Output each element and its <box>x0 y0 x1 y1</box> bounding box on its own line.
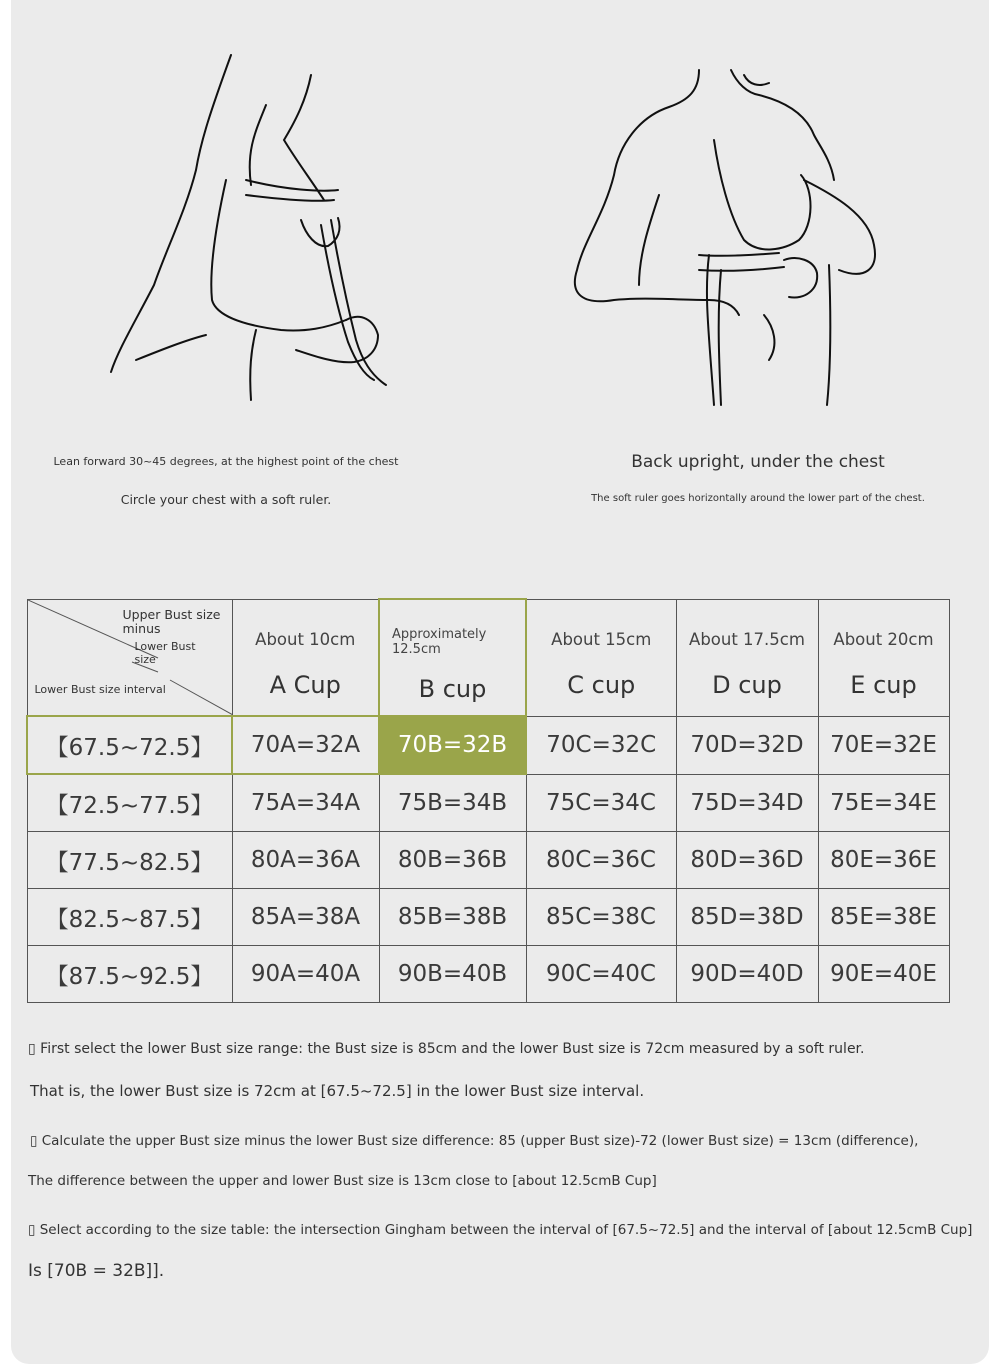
size-cell: 70E=32E <box>818 716 949 774</box>
size-cell: 75D=34D <box>676 774 818 832</box>
column-diff-e: About 20cm <box>833 630 934 649</box>
instruction-step2: ▯ Calculate the upper Bust size minus the lower Bust size difference: 85 (upper Bust size)-72 (lower Bust size) = 13cm (difference), <box>30 1133 919 1149</box>
size-cell: 70D=32D <box>676 716 818 774</box>
size-cell-highlighted: 70B=32B <box>379 716 526 774</box>
lower-bust-measure-illustration <box>569 65 879 410</box>
left-caption-line2: Circle your chest with a soft ruler. <box>120 492 332 507</box>
left-caption-line1: Lean forward 30~45 degrees, at the highest point of the chest <box>53 455 399 468</box>
size-cell: 75B=34B <box>379 774 526 832</box>
size-cell: 75E=34E <box>818 774 949 832</box>
table-corner-cell <box>27 599 232 716</box>
column-diff-b: Approximately 12.5cm <box>392 626 487 657</box>
row-interval: 【77.5~82.5】 <box>27 832 232 889</box>
table-row <box>27 946 949 1003</box>
corner-interval-label: Lower Bust size interval <box>34 682 166 696</box>
column-diff-a: About 10cm <box>255 629 356 649</box>
instruction-step3-result: Is [70B = 32B]]. <box>28 1261 165 1281</box>
column-cup-a: A Cup <box>269 670 341 699</box>
table-row <box>27 716 949 774</box>
size-table <box>26 598 948 996</box>
size-cell: 85A=38A <box>232 889 379 946</box>
size-cell: 80B=36B <box>379 832 526 889</box>
size-cell: 90B=40B <box>379 946 526 1003</box>
instruction-step1: ▯ First select the lower Bust size range: the Bust size is 85cm and the lower Bust size is 72cm measured by a soft ruler. <box>28 1041 865 1057</box>
row-interval: 【72.5~77.5】 <box>27 774 232 832</box>
right-caption-line2: The soft ruler goes horizontally around the lower part of the chest. <box>591 493 925 504</box>
size-cell: 90C=40C <box>526 946 676 1003</box>
column-diff-c: About 15cm <box>551 630 652 649</box>
table-row <box>27 889 949 946</box>
table-row <box>27 832 949 889</box>
row-interval: 【82.5~87.5】 <box>27 889 232 946</box>
column-diff-d: About 17.5cm <box>689 630 805 649</box>
size-cell: 85D=38D <box>676 889 818 946</box>
size-cell: 85B=38B <box>379 889 526 946</box>
size-cell: 85E=38E <box>818 889 949 946</box>
instruction-step2-detail: The difference between the upper and lower Bust size is 13cm close to [about 12.5cmB Cup] <box>28 1173 657 1189</box>
corner-upper-label: Upper Bust size minus <box>122 606 221 636</box>
upper-bust-measure-illustration <box>106 50 396 410</box>
row-interval: 【67.5~72.5】 <box>27 716 232 774</box>
size-cell: 90D=40D <box>676 946 818 1003</box>
size-cell: 90E=40E <box>818 946 949 1003</box>
column-header-d <box>676 599 818 716</box>
column-cup-c: C cup <box>567 671 636 699</box>
size-cell: 75A=34A <box>232 774 379 832</box>
size-cell: 75C=34C <box>526 774 676 832</box>
size-guide-card <box>11 0 989 1364</box>
column-header-c <box>526 599 676 716</box>
corner-lower-label: Lower Bust size <box>134 639 196 666</box>
instruction-step1-detail: That is, the lower Bust size is 72cm at [67.5~72.5] in the lower Bust size interval. <box>30 1082 645 1100</box>
size-cell: 80A=36A <box>232 832 379 889</box>
right-caption-line1: Back upright, under the chest <box>631 452 885 472</box>
size-cell: 80C=36C <box>526 832 676 889</box>
size-cell: 70C=32C <box>526 716 676 774</box>
size-cell: 80D=36D <box>676 832 818 889</box>
column-header-e <box>818 599 949 716</box>
table-header-row <box>27 599 949 716</box>
instruction-step3: ▯ Select according to the size table: the intersection Gingham between the interval of [67.5~72.5] and the interval of [about 12.5cmB Cup] <box>28 1222 973 1238</box>
size-cell: 90A=40A <box>232 946 379 1003</box>
column-cup-e: E cup <box>850 671 917 699</box>
size-cell: 80E=36E <box>818 832 949 889</box>
size-cell: 70A=32A <box>232 716 379 774</box>
table-row <box>27 774 949 832</box>
column-header-b <box>379 599 526 716</box>
row-interval: 【87.5~92.5】 <box>27 946 232 1003</box>
column-header-a <box>232 599 379 716</box>
column-cup-d: D cup <box>712 671 782 699</box>
column-cup-b: B cup <box>418 674 487 703</box>
size-cell: 85C=38C <box>526 889 676 946</box>
